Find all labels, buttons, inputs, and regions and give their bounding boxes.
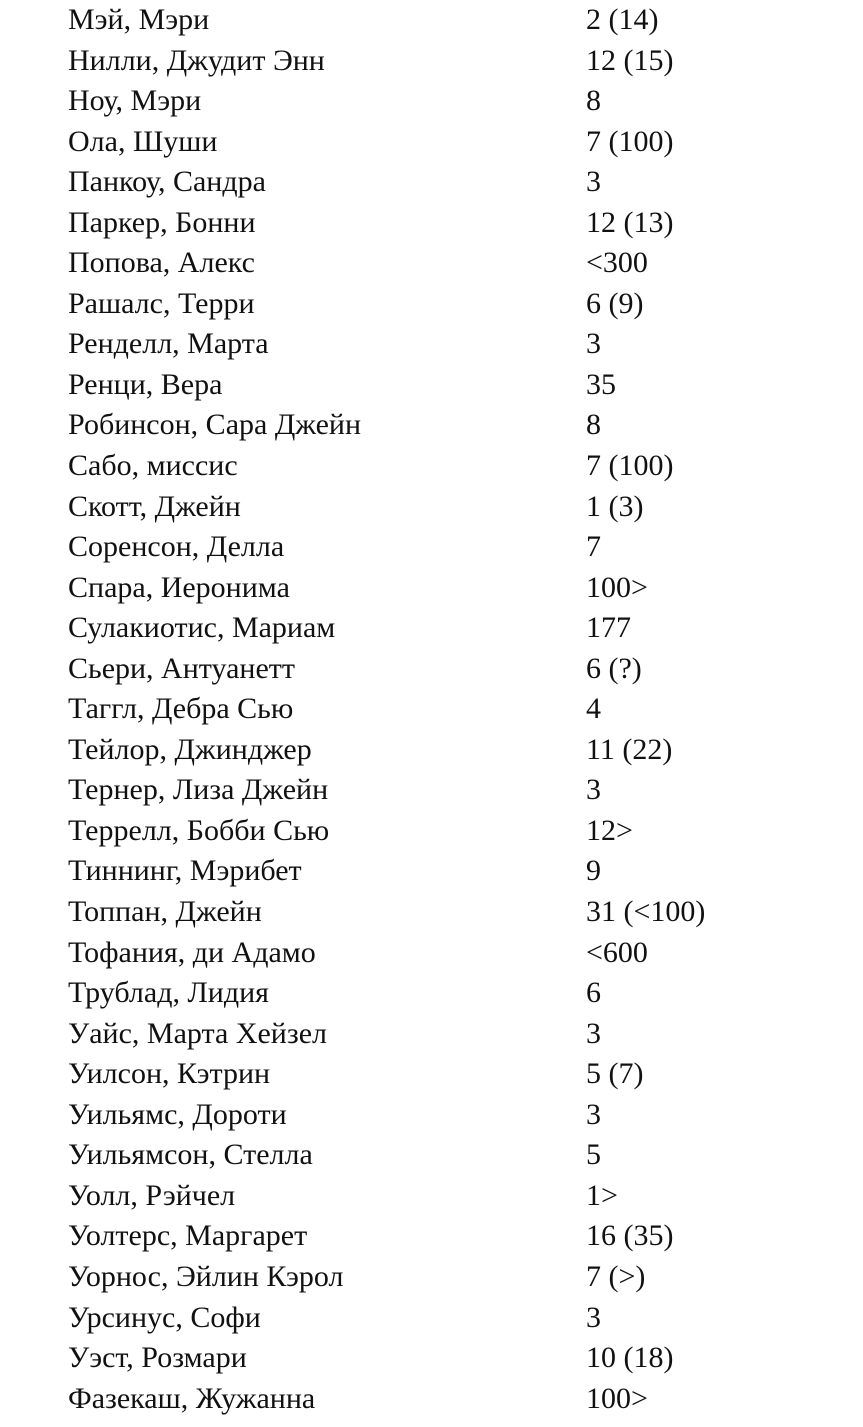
row-count: 31 (<100) <box>586 895 706 929</box>
row-name: Робинсон, Сара Джейн <box>68 408 362 442</box>
row-count: 35 <box>586 367 616 401</box>
table-row <box>68 1257 828 1298</box>
row-name: Тейлор, Джинджер <box>68 732 312 766</box>
table-row <box>68 81 828 122</box>
row-name: Сулакиотис, Мариам <box>68 611 336 645</box>
row-count: 6 (9) <box>586 286 644 320</box>
row-count: 3 <box>586 165 601 199</box>
row-count: 9 <box>586 854 601 888</box>
row-count: 7 (>) <box>586 1259 646 1293</box>
row-name: Уолл, Рэйчел <box>68 1178 236 1212</box>
row-count: 7 <box>586 530 601 564</box>
row-name: Уэст, Розмари <box>68 1341 247 1375</box>
table-row <box>68 41 828 82</box>
table-row <box>68 851 828 892</box>
row-count: 6 (?) <box>586 651 642 685</box>
row-count: 100> <box>586 570 648 604</box>
table-row <box>68 811 828 852</box>
table-row <box>68 1216 828 1257</box>
row-count: 5 (7) <box>586 1057 644 1091</box>
table-row <box>68 770 828 811</box>
row-count: 11 (22) <box>586 732 673 766</box>
table-row <box>68 446 828 487</box>
row-name: Тиннинг, Мэрибет <box>68 854 302 888</box>
table-row <box>68 162 828 203</box>
table-row <box>68 1338 828 1379</box>
row-name: Ноу, Мэри <box>68 84 202 118</box>
row-name: Попова, Алекс <box>68 246 255 280</box>
row-name: Тофания, ди Адамо <box>68 935 316 969</box>
row-count: 1> <box>586 1178 618 1212</box>
table-row <box>68 365 828 406</box>
row-name: Рашалс, Терри <box>68 286 255 320</box>
row-name: Ола, Шуши <box>68 124 218 158</box>
row-name: Таггл, Дебра Сью <box>68 692 294 726</box>
row-name: Топпан, Джейн <box>68 895 262 929</box>
table-row <box>68 243 828 284</box>
row-count: 3 <box>586 1016 601 1050</box>
table-row <box>68 487 828 528</box>
table-row <box>68 689 828 730</box>
row-name: Фазекаш, Жужанна <box>68 1381 316 1415</box>
table-row <box>68 1298 828 1339</box>
row-count: 7 (100) <box>586 124 674 158</box>
row-name: Ренделл, Марта <box>68 327 269 361</box>
row-name: Уорнос, Эйлин Кэрол <box>68 1259 344 1293</box>
row-name: Мэй, Мэри <box>68 3 210 36</box>
row-name: Скотт, Джейн <box>68 489 241 523</box>
row-count: 3 <box>586 773 601 807</box>
row-name: Соренсон, Делла <box>68 530 285 564</box>
table-row <box>68 1014 828 1055</box>
row-name: Сьери, Антуанетт <box>68 651 296 685</box>
row-count: <600 <box>586 935 648 969</box>
row-name: Уильямс, Дороти <box>68 1097 287 1131</box>
row-count: 8 <box>586 84 601 118</box>
table-row <box>68 1379 828 1420</box>
table-row <box>68 1135 828 1176</box>
table-row <box>68 892 828 933</box>
table-row <box>68 1054 828 1095</box>
row-name: Нилли, Джудит Энн <box>68 43 325 77</box>
table-row <box>68 0 828 41</box>
row-count: 16 (35) <box>586 1219 674 1253</box>
row-count: 3 <box>586 1300 601 1334</box>
table-row <box>68 122 828 163</box>
row-name: Уилсон, Кэтрин <box>68 1057 271 1091</box>
row-count: 5 <box>586 1138 601 1172</box>
row-name: Панкоу, Сандра <box>68 165 266 199</box>
row-name: Спара, Иеронима <box>68 570 290 604</box>
row-name: Уолтерс, Маргарет <box>68 1219 308 1253</box>
row-count: 7 (100) <box>586 449 674 483</box>
table-row <box>68 324 828 365</box>
row-count: 2 (14) <box>586 3 659 36</box>
row-count: 4 <box>586 692 601 726</box>
table-row <box>68 568 828 609</box>
table-row <box>68 203 828 244</box>
table-row <box>68 933 828 974</box>
row-name: Урсинус, Софи <box>68 1300 261 1334</box>
table-row <box>68 730 828 771</box>
row-count: <300 <box>586 246 648 280</box>
row-name: Тернер, Лиза Джейн <box>68 773 329 807</box>
row-count: 8 <box>586 408 601 442</box>
row-name: Уайс, Марта Хейзел <box>68 1016 327 1050</box>
table-row <box>68 608 828 649</box>
row-count: 10 (18) <box>586 1341 674 1375</box>
row-count: 12 (13) <box>586 205 674 239</box>
table-row <box>68 649 828 690</box>
row-count: 1 (3) <box>586 489 644 523</box>
names-table <box>68 0 828 1419</box>
row-name: Террелл, Бобби Сью <box>68 813 330 847</box>
row-name: Сабо, миссис <box>68 449 238 483</box>
row-name: Трублад, Лидия <box>68 976 269 1010</box>
table-row <box>68 973 828 1014</box>
row-name: Уильямсон, Стелла <box>68 1138 313 1172</box>
row-name: Ренци, Вера <box>68 367 223 401</box>
row-name: Паркер, Бонни <box>68 205 256 239</box>
row-count: 3 <box>586 327 601 361</box>
row-count: 12> <box>586 813 633 847</box>
table-row <box>68 1095 828 1136</box>
table-row <box>68 1176 828 1217</box>
row-count: 6 <box>586 976 601 1010</box>
row-count: 12 (15) <box>586 43 674 77</box>
table-row <box>68 405 828 446</box>
table-row <box>68 284 828 325</box>
row-count: 177 <box>586 611 631 645</box>
table-row <box>68 527 828 568</box>
row-count: 100> <box>586 1381 648 1415</box>
row-count: 3 <box>586 1097 601 1131</box>
